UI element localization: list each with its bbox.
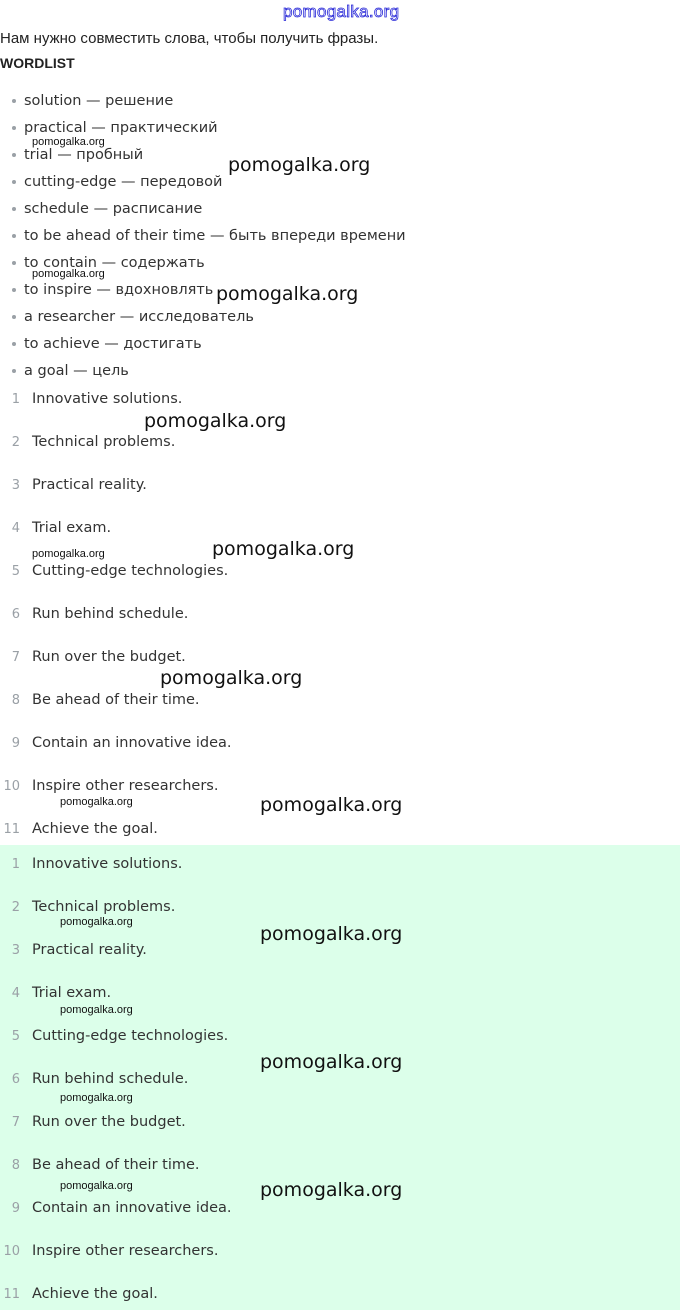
watermark: pomogalka.org (160, 667, 303, 689)
bullet-icon (12, 288, 16, 292)
site-logo[interactable]: pomogalka.org (283, 2, 400, 21)
answer-item: 6 Run behind schedule. (11, 1071, 189, 1087)
bullet-icon (12, 180, 16, 184)
bullet-icon (12, 234, 16, 238)
wordlist-item: a goal — цель (12, 360, 129, 382)
wordlist-item: trial — пробный (12, 144, 143, 166)
watermark: pomogalka.org (216, 283, 359, 305)
watermark: pomogalka.org (60, 1092, 133, 1104)
watermark: pomogalka.org (60, 1180, 133, 1192)
watermark: pomogalka.org (260, 1179, 403, 1201)
wordlist-item: schedule — расписание (12, 198, 202, 220)
bullet-icon (12, 342, 16, 346)
wordlist-item: practical — практический (12, 117, 218, 139)
exercise-item: 7 Run over the budget. (11, 649, 186, 665)
exercise-item: 5 Cutting-edge technologies. (11, 563, 229, 579)
wordlist-title: WORDLIST (0, 55, 75, 71)
watermark: pomogalka.org (260, 794, 403, 816)
bullet-icon (12, 126, 16, 130)
watermark: pomogalka.org (32, 268, 105, 280)
intro-text: Нам нужно совместить слова, чтобы получить фразы. (0, 30, 379, 47)
watermark: pomogalka.org (260, 1051, 403, 1073)
watermark: pomogalka.org (60, 916, 133, 928)
answer-item: 3 Practical reality. (11, 942, 147, 958)
bullet-icon (12, 153, 16, 157)
exercise-item: 1 Innovative solutions. (11, 391, 183, 407)
watermark: pomogalka.org (60, 1004, 133, 1016)
wordlist-item: to inspire — вдохновлять (12, 279, 213, 301)
answer-item: 11 Achieve the goal. (3, 1286, 158, 1302)
answer-item: 2 Technical problems. (11, 899, 176, 915)
exercise-item: 10 Inspire other researchers. (3, 778, 219, 794)
answer-item: 1 Innovative solutions. (11, 856, 183, 872)
watermark: pomogalka.org (260, 923, 403, 945)
wordlist-item: to contain — содержать (12, 252, 205, 274)
bullet-icon (12, 369, 16, 373)
exercise-item: 2 Technical problems. (11, 434, 176, 450)
bullet-icon (12, 207, 16, 211)
bullet-icon (12, 261, 16, 265)
watermark: pomogalka.org (32, 136, 105, 148)
watermark: pomogalka.org (60, 796, 133, 808)
answer-item: 8 Be ahead of their time. (11, 1157, 200, 1173)
exercise-item: 6 Run behind schedule. (11, 606, 189, 622)
exercise-item: 9 Contain an innovative idea. (11, 735, 232, 751)
exercise-item: 4 Trial exam. (11, 520, 112, 536)
watermark: pomogalka.org (212, 538, 355, 560)
exercise-item: 11 Achieve the goal. (3, 821, 158, 837)
answer-item: 7 Run over the budget. (11, 1114, 186, 1130)
answer-item: 5 Cutting-edge technologies. (11, 1028, 229, 1044)
wordlist-item: to achieve — достигать (12, 333, 202, 355)
wordlist-item: cutting-edge — передовой (12, 171, 222, 193)
bullet-icon (12, 315, 16, 319)
exercise-item: 3 Practical reality. (11, 477, 147, 493)
watermark: pomogalka.org (144, 410, 287, 432)
wordlist-item: to be ahead of their time — быть впереди времени (12, 225, 406, 247)
answer-item: 10 Inspire other researchers. (3, 1243, 219, 1259)
answer-item: 4 Trial exam. (11, 985, 112, 1001)
watermark: pomogalka.org (32, 548, 105, 560)
exercise-item: 8 Be ahead of their time. (11, 692, 200, 708)
wordlist-item: a researcher — исследователь (12, 306, 254, 328)
watermark: pomogalka.org (228, 154, 371, 176)
bullet-icon (12, 99, 16, 103)
wordlist-item: solution — решение (12, 90, 173, 112)
answer-item: 9 Contain an innovative idea. (11, 1200, 232, 1216)
